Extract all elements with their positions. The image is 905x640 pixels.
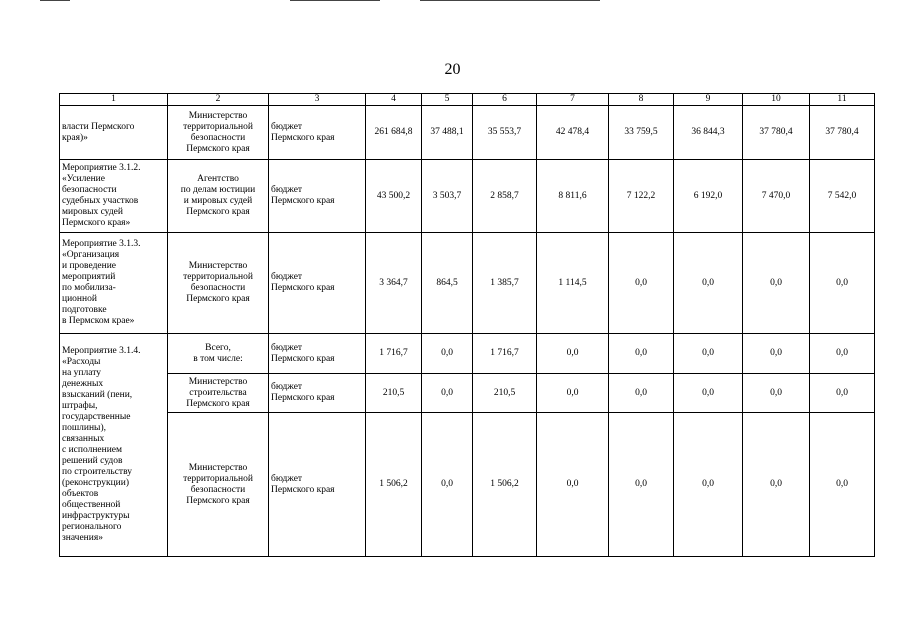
- value-cell: 0,0: [422, 374, 473, 413]
- value-cell: 210,5: [366, 374, 422, 413]
- value-cell: 864,5: [422, 233, 473, 334]
- value-cell: 7 122,2: [609, 160, 674, 233]
- value-cell: 35 553,7: [473, 106, 537, 160]
- value-cell: 8 811,6: [537, 160, 609, 233]
- value-cell: 0,0: [422, 413, 473, 557]
- value-cell: 210,5: [473, 374, 537, 413]
- value-cell: 0,0: [422, 334, 473, 374]
- funding-source-cell: бюджет Пермского края: [269, 334, 366, 374]
- value-cell: 37 488,1: [422, 106, 473, 160]
- value-cell: 0,0: [674, 413, 743, 557]
- column-header: 2: [168, 94, 269, 106]
- value-cell: 0,0: [609, 374, 674, 413]
- value-cell: 0,0: [609, 233, 674, 334]
- funding-source-cell: бюджет Пермского края: [269, 233, 366, 334]
- activity-name: Мероприятие 3.1.3. «Организация и проведение мероприятий по мобилиза- ционной подготовке в Пермском крае»: [60, 233, 168, 334]
- table-row: [60, 233, 875, 334]
- scan-edge-line: [290, 0, 380, 1]
- table-row: [60, 374, 875, 413]
- value-cell: 1 716,7: [366, 334, 422, 374]
- value-cell: 7 470,0: [743, 160, 810, 233]
- funding-source-cell: бюджет Пермского края: [269, 106, 366, 160]
- value-cell: 1 506,2: [473, 413, 537, 557]
- funding-source-cell: бюджет Пермского края: [269, 160, 366, 233]
- table-row: [60, 160, 875, 233]
- value-cell: 37 780,4: [743, 106, 810, 160]
- table-row: [60, 413, 875, 557]
- executor-cell: Агентство по делам юстиции и мировых судей Пермского края: [168, 160, 269, 233]
- activity-name: Мероприятие 3.1.2. «Усиление безопасности судебных участков мировых судей Пермского края»: [60, 160, 168, 233]
- page-number: 20: [444, 61, 461, 78]
- executor-cell: Всего, в том числе:: [168, 334, 269, 374]
- value-cell: 0,0: [743, 413, 810, 557]
- column-header: 11: [810, 94, 875, 106]
- activity-name: Мероприятие 3.1.4. «Расходы на уплату денежных взысканий (пени, штрафы, государственные пошлины), связанных с исполнением решений судов по строительству (реконструкции) объектов общественной инфраструктуры регионального значения»: [60, 334, 168, 557]
- budget-table: [59, 93, 875, 557]
- table-row: [60, 106, 875, 160]
- value-cell: 261 684,8: [366, 106, 422, 160]
- funding-source-cell: бюджет Пермского края: [269, 413, 366, 557]
- executor-cell: Министерство территориальной безопасности Пермского края: [168, 106, 269, 160]
- value-cell: 0,0: [674, 334, 743, 374]
- value-cell: 6 192,0: [674, 160, 743, 233]
- value-cell: 0,0: [674, 233, 743, 334]
- value-cell: 0,0: [537, 374, 609, 413]
- column-header: 1: [60, 94, 168, 106]
- value-cell: 0,0: [810, 334, 875, 374]
- value-cell: 0,0: [810, 233, 875, 334]
- value-cell: 0,0: [537, 334, 609, 374]
- column-number-header: [60, 94, 875, 106]
- value-cell: 43 500,2: [366, 160, 422, 233]
- value-cell: 2 858,7: [473, 160, 537, 233]
- scan-edge-line: [420, 0, 600, 1]
- table-row: [60, 334, 875, 374]
- value-cell: 0,0: [743, 374, 810, 413]
- column-header: 8: [609, 94, 674, 106]
- value-cell: 7 542,0: [810, 160, 875, 233]
- value-cell: 36 844,3: [674, 106, 743, 160]
- value-cell: 1 114,5: [537, 233, 609, 334]
- activity-name: власти Пермского края)»: [60, 106, 168, 160]
- column-header: 5: [422, 94, 473, 106]
- executor-cell: Министерство строительства Пермского края: [168, 374, 269, 413]
- column-header: 10: [743, 94, 810, 106]
- value-cell: 37 780,4: [810, 106, 875, 160]
- column-header: 9: [674, 94, 743, 106]
- value-cell: 1 506,2: [366, 413, 422, 557]
- funding-source-cell: бюджет Пермского края: [269, 374, 366, 413]
- value-cell: 0,0: [609, 334, 674, 374]
- value-cell: 1 385,7: [473, 233, 537, 334]
- value-cell: 42 478,4: [537, 106, 609, 160]
- column-header: 7: [537, 94, 609, 106]
- column-header: 3: [269, 94, 366, 106]
- value-cell: 1 716,7: [473, 334, 537, 374]
- column-header: 6: [473, 94, 537, 106]
- value-cell: 3 364,7: [366, 233, 422, 334]
- value-cell: 33 759,5: [609, 106, 674, 160]
- scan-edge-line: [40, 0, 70, 1]
- value-cell: 0,0: [810, 413, 875, 557]
- value-cell: 3 503,7: [422, 160, 473, 233]
- value-cell: 0,0: [810, 374, 875, 413]
- value-cell: 0,0: [674, 374, 743, 413]
- value-cell: 0,0: [743, 334, 810, 374]
- executor-cell: Министерство территориальной безопасности Пермского края: [168, 233, 269, 334]
- column-header: 4: [366, 94, 422, 106]
- value-cell: 0,0: [743, 233, 810, 334]
- value-cell: 0,0: [609, 413, 674, 557]
- value-cell: 0,0: [537, 413, 609, 557]
- executor-cell: Министерство территориальной безопасности Пермского края: [168, 413, 269, 557]
